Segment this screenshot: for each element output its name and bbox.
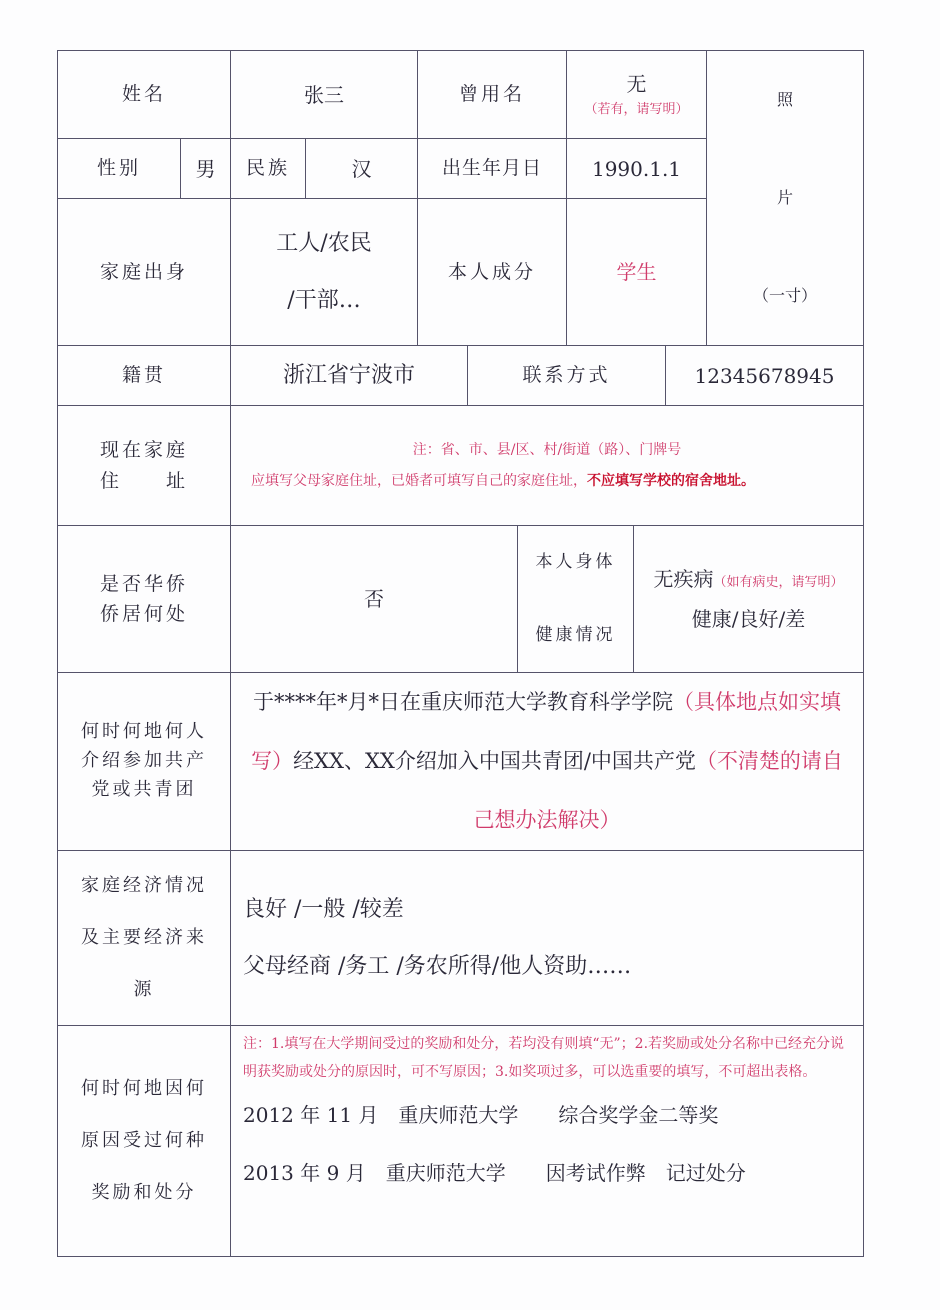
label-line: 何时何地何人 — [81, 721, 207, 743]
address-note: 应填写父母家庭住址，已婚者可填写自己的家庭住址，不应填写学校的宿舍地址。 — [251, 472, 755, 489]
label-line: 健康情况 — [535, 624, 616, 645]
birth-label: 出生年月日 — [417, 138, 567, 199]
family-origin-label: 家庭出身 — [57, 198, 231, 346]
label-line: 党或共青团 — [91, 778, 197, 800]
ethnicity-label: 民族 — [230, 138, 306, 199]
economy-level: 良好 /一般 /较差 — [243, 896, 404, 922]
label-line: 家庭经济情况 — [81, 874, 207, 896]
photo-size: （一寸） — [752, 286, 817, 306]
former-name-note: （若有，请写明） — [584, 102, 689, 118]
awards-value — [230, 1025, 864, 1257]
label-line: 源 — [133, 979, 155, 1001]
former-name-label: 曾用名 — [417, 50, 567, 139]
health-status: 无疾病 — [653, 567, 714, 591]
ethnicity-value: 汉 — [305, 138, 418, 199]
awards-label — [57, 1025, 231, 1257]
economy-source: 父母经商 /务工 /务农所得/他人资助…… — [243, 954, 632, 979]
address-label — [57, 405, 231, 526]
family-origin-value — [230, 198, 418, 346]
former-name-value: 无 — [626, 72, 647, 97]
name-value: 张三 — [230, 50, 418, 139]
overseas-value: 否 — [230, 525, 518, 673]
label-line: 侨居何处 — [99, 603, 188, 625]
native-place-value: 浙江省宁波市 — [230, 345, 468, 406]
label-line: 现在家庭 — [99, 439, 188, 462]
label-line: 本人身体 — [535, 551, 616, 572]
contact-label: 联系方式 — [467, 345, 666, 406]
personal-status-value: 学生 — [566, 198, 707, 346]
label-line: 何时何地因何 — [81, 1077, 207, 1099]
label-line: 是否华侨 — [99, 572, 188, 595]
health-note: （如有病史，请写明） — [713, 575, 844, 590]
photo-box — [706, 50, 864, 346]
gender-label: 性别 — [57, 138, 181, 199]
former-name-cell — [566, 50, 707, 139]
personal-status-label: 本人成分 — [417, 198, 567, 346]
family-origin-line: /干部… — [287, 288, 361, 313]
address-note: 注：省、市、县/区、村/街道（路）、门牌号 — [412, 441, 682, 458]
party-note: （不清楚的请自己想办法解决） — [473, 749, 843, 832]
health-label — [517, 525, 634, 673]
label-line: 介绍参加共产 — [81, 750, 207, 772]
economy-value — [230, 850, 864, 1026]
party-text: 于****年*月*日在重庆师范大学教育科学学院 — [253, 690, 673, 715]
photo-label: 照 — [776, 90, 793, 110]
economy-label — [57, 850, 231, 1026]
health-options: 健康/良好/差 — [691, 607, 806, 631]
family-origin-line: 工人/农民 — [276, 230, 372, 256]
address-value — [230, 405, 864, 526]
gender-value: 男 — [180, 138, 231, 199]
health-value — [633, 525, 864, 673]
overseas-label — [57, 525, 231, 673]
photo-label: 片 — [776, 188, 793, 208]
native-place-label: 籍贯 — [57, 345, 231, 406]
party-label — [57, 672, 231, 851]
label-line: 原因受过何种 — [81, 1129, 207, 1151]
award-entry: 2013 年 9 月 重庆师范大学 因考试作弊 记过处分 — [243, 1161, 746, 1185]
label-line: 及主要经济来 — [81, 926, 207, 948]
birth-value: 1990.1.1 — [566, 138, 707, 199]
party-value — [230, 672, 864, 851]
contact-value: 12345678945 — [665, 345, 864, 406]
label-line: 奖励和处分 — [91, 1182, 197, 1204]
award-entry: 2012 年 11 月 重庆师范大学 综合奖学金二等奖 — [243, 1103, 719, 1127]
name-label: 姓名 — [57, 50, 231, 139]
party-note: （具体地点如实填写） — [251, 690, 841, 774]
label-line: 住 址 — [99, 469, 188, 492]
party-text: 经XX、XX介绍加入中国共青团/中国共产党 — [293, 749, 696, 774]
awards-note: 注：1.填写在大学期间受过的奖励和处分，若均没有则填“无”；2.若奖励或处分名称中已经充分说明获奖励或处分的原因时，可不写原因；3.如奖项过多，可以选重要的填写，不可超出表格。 — [243, 1036, 845, 1080]
